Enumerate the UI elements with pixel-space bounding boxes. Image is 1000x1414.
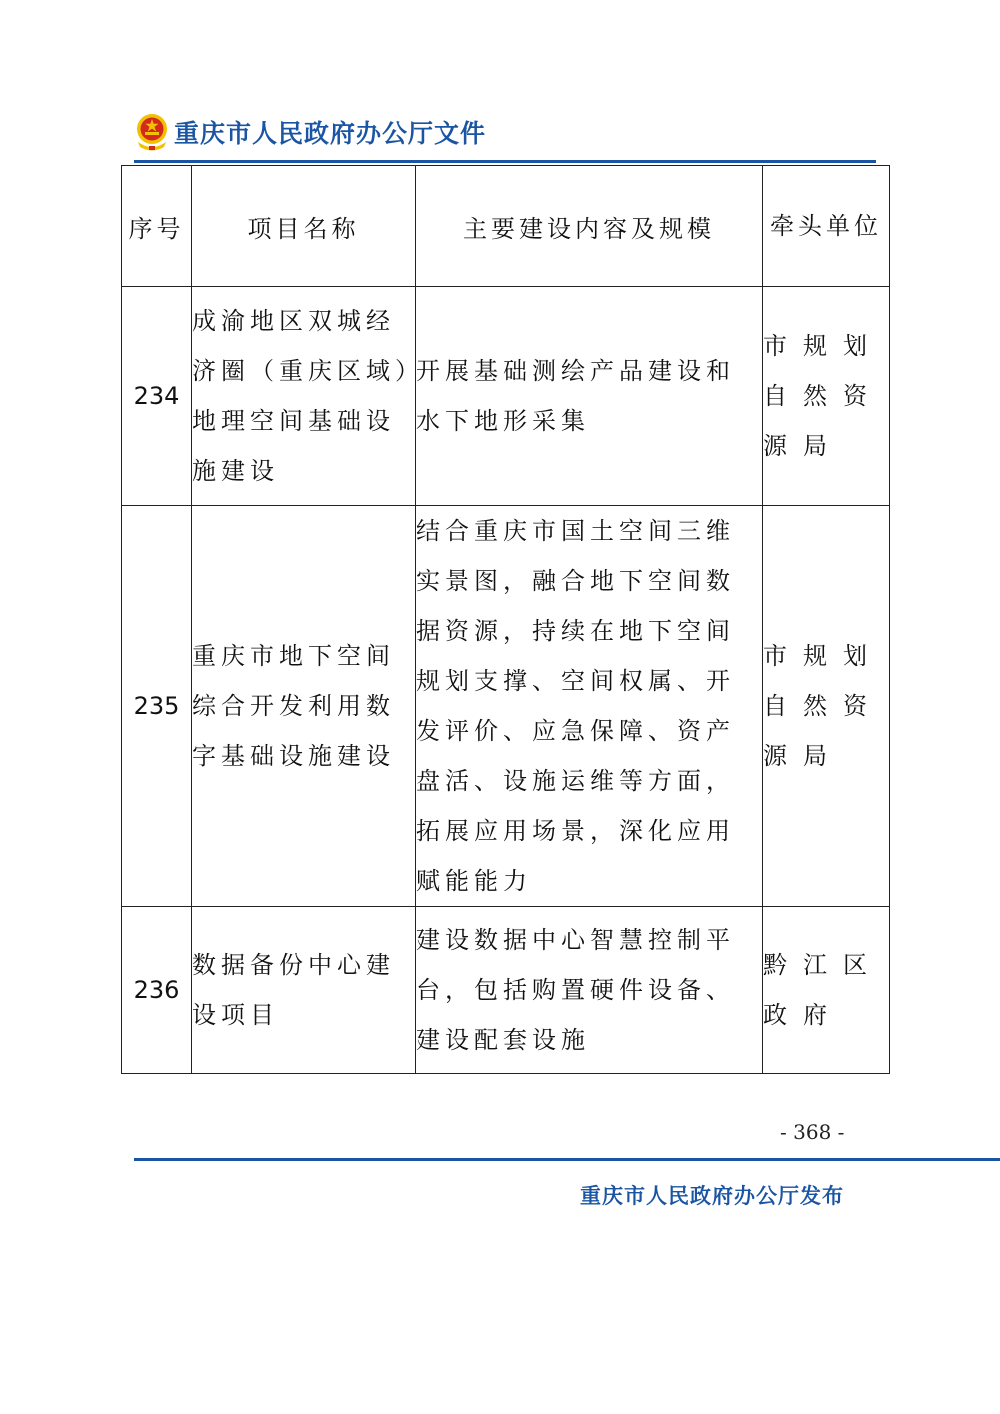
row-seq: 234 bbox=[122, 287, 192, 506]
row-name: 成渝地区双城经济圈（重庆区域）地理空间基础设施建设 bbox=[192, 287, 416, 506]
row-name: 重庆市地下空间综合开发利用数字基础设施建设 bbox=[192, 506, 416, 907]
row-content: 开展基础测绘产品建设和水下地形采集 bbox=[416, 287, 763, 506]
row-content: 结合重庆市国土空间三维实景图，融合地下空间数据资源，持续在地下空间规划支撑、空间权属、开发评价、应急保障、资产盘活、设施运维等方面，拓展应用场景，深化应用赋能能力 bbox=[416, 506, 763, 907]
national-emblem-icon bbox=[134, 112, 170, 152]
row-unit: 市规划自然资源局 bbox=[763, 506, 890, 907]
table-header-row bbox=[122, 166, 890, 287]
table-row bbox=[122, 907, 890, 1074]
page-number: - 368 - bbox=[780, 1120, 845, 1144]
footer-publisher: 重庆市人民政府办公厅发布 bbox=[580, 1183, 844, 1208]
header-unit: 牵头单位 bbox=[763, 166, 890, 287]
row-content: 建设数据中心智慧控制平台，包括购置硬件设备、建设配套设施 bbox=[416, 907, 763, 1074]
row-name: 数据备份中心建设项目 bbox=[192, 907, 416, 1074]
row-unit: 黔江区政府 bbox=[763, 907, 890, 1074]
row-seq: 236 bbox=[122, 907, 192, 1074]
document-header bbox=[134, 112, 486, 152]
footer-divider bbox=[134, 1158, 1000, 1161]
table-row bbox=[122, 506, 890, 907]
row-unit: 市规划自然资源局 bbox=[763, 287, 890, 506]
header-content: 主要建设内容及规模 bbox=[416, 166, 763, 287]
header-name: 项目名称 bbox=[192, 166, 416, 287]
project-table bbox=[121, 165, 890, 1074]
header-divider bbox=[134, 160, 876, 163]
header-title: 重庆市人民政府办公厅文件 bbox=[174, 119, 487, 148]
header-seq: 序号 bbox=[122, 166, 192, 287]
row-seq: 235 bbox=[122, 506, 192, 907]
table-row bbox=[122, 287, 890, 506]
